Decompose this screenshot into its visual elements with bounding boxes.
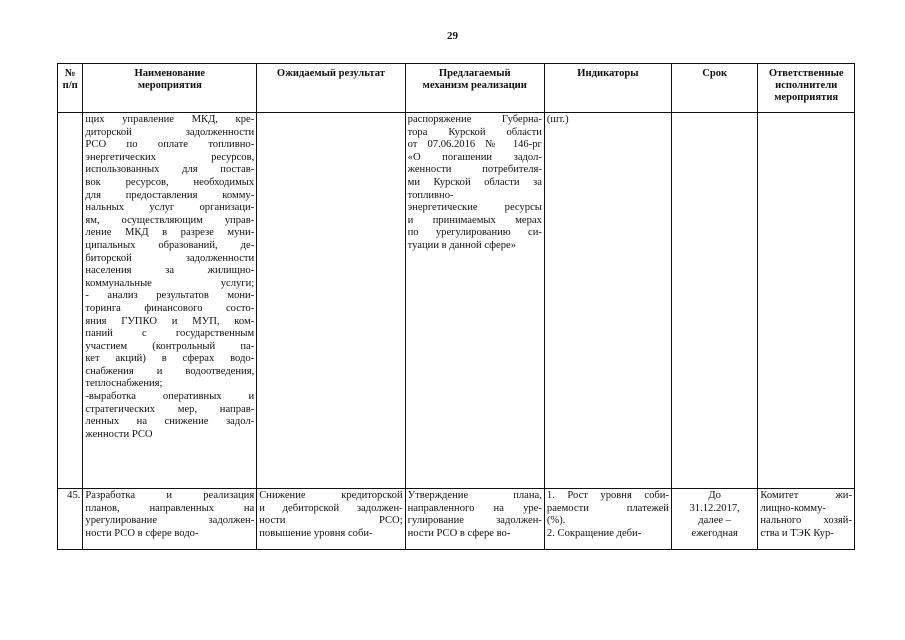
text-line: энергетических ресурсов, [85, 151, 255, 163]
text-line: женности РСО [85, 428, 153, 440]
text-line: - анализ результатов мони- [85, 290, 255, 302]
text-line: и принимаемых мерах [407, 214, 542, 226]
header-result: Ожидаемый результат [257, 64, 405, 113]
text-line: ности РСО; [259, 515, 403, 527]
cell-term [671, 489, 757, 550]
header-responsible: Ответственные исполнители мероприятия [758, 64, 855, 113]
text-line: торинга финансового состо- [85, 302, 255, 314]
text-line: биторской задолженности [85, 252, 255, 264]
text-line: гулирование задолжен- [407, 515, 542, 527]
header-num: № п/п [58, 64, 83, 113]
header-name: Наименование мероприятия [83, 64, 257, 113]
text-line: (%). [546, 515, 566, 527]
text-line: распоряжение Губерна- [407, 114, 542, 125]
text-line: населения за жилищно- [85, 265, 255, 277]
text-line: лищно-комму- [760, 502, 826, 514]
text-line: Разработка и реализация [85, 490, 255, 501]
header-mechanism: Предлагаемый механизм реализации [405, 64, 544, 113]
text-line: по урегулированию си- [407, 227, 542, 239]
text-line: участием (контрольный па- [85, 340, 255, 352]
table-header-row [58, 64, 855, 113]
text-line: женности потребителя- [407, 164, 542, 176]
cell-num [58, 113, 83, 489]
cell-term [671, 113, 757, 489]
cell-mechanism [405, 489, 544, 550]
cell-name [83, 489, 257, 550]
text-line: нального хозяй- [760, 515, 852, 527]
text-line: и дебиторской задолжен- [259, 502, 403, 514]
text-line: ежегодная [691, 527, 738, 539]
text-line: ми Курской области за [407, 176, 542, 188]
text-line: щих управление МКД, кре- [85, 114, 255, 125]
text-line: 2. Сокращение деби- [546, 527, 642, 539]
text-line: коммунальные услуги; [85, 277, 255, 289]
measures-table [57, 63, 855, 550]
cell-indicators [544, 113, 671, 489]
text-line: ление МКД в разрезе муни- [85, 227, 255, 239]
text-line: планов, направленных на [85, 502, 255, 514]
cell-mechanism [405, 113, 544, 489]
cell-result [257, 113, 405, 489]
text-line: яния ГУПКО и МУП, ком- [85, 315, 255, 327]
text-line: повышение уровня соби- [259, 527, 373, 539]
text-line: теплоснабжения; [85, 378, 163, 390]
cell-result [257, 489, 405, 550]
text-line: тора Курской области [407, 126, 542, 138]
text-line: ности РСО в сфере водо- [85, 527, 199, 539]
text-line: энергетические ресурсы [407, 202, 542, 214]
text-line: кет акций) в сферах водо- [85, 353, 255, 365]
text-line: стратегических мер, направ- [85, 403, 255, 415]
text-line: 1. Рост уровня соби- [546, 490, 669, 501]
cell-responsible [758, 489, 855, 550]
text-line: РСО по оплате топливно- [85, 139, 255, 151]
text-line: топливно- [407, 189, 454, 201]
cell-name [83, 113, 257, 489]
text-line: Комитет жи- [760, 490, 852, 501]
text-line: диторской задолженности [85, 126, 255, 138]
text-line: ленных на снижение задол- [85, 416, 255, 428]
text-line: Утверждение плана, [407, 490, 542, 501]
text-line: раемости платежей [546, 502, 669, 514]
cell-num: 45. [58, 489, 83, 550]
text-line: использованных для постав- [85, 164, 255, 176]
cell-indicators [544, 489, 671, 550]
text-line: нальных услуг организаци- [85, 202, 255, 214]
text-line: туации в данной сфере» [407, 239, 517, 251]
text-line: ципальных образований, де- [85, 239, 255, 251]
text-line: 31.12.2017, [689, 502, 740, 514]
page-number: 29 [447, 30, 458, 42]
text-line: вок ресурсов, необходимых [85, 176, 255, 188]
cell-responsible [758, 113, 855, 489]
header-indicators: Индикаторы [544, 64, 671, 113]
text-line: ства и ТЭК Кур- [760, 527, 834, 539]
text-line: направленного на уре- [407, 502, 542, 514]
text-line: ности РСО в сфере во- [407, 527, 511, 539]
text-line: урегулирование задолжен- [85, 515, 255, 527]
table-row [58, 489, 855, 550]
text-line: ям, осуществляющим управ- [85, 214, 255, 226]
text-line: от 07.06.2016 № 146-рг [407, 139, 542, 151]
text-line: паний с государственным [85, 328, 255, 340]
text-line: «О погашении задол- [407, 151, 542, 163]
text-line: До [708, 490, 721, 501]
text-line: снабжения и водоотведения, [85, 365, 255, 377]
text-line: Снижение кредиторской [259, 490, 403, 501]
text-line: далее – [698, 515, 732, 527]
table-row [58, 113, 855, 489]
text-line: для предоставления комму- [85, 189, 255, 201]
header-term: Срок [671, 64, 757, 113]
text-line: -выработка оперативных и [85, 391, 255, 403]
text-line: (шт.) [546, 114, 569, 125]
